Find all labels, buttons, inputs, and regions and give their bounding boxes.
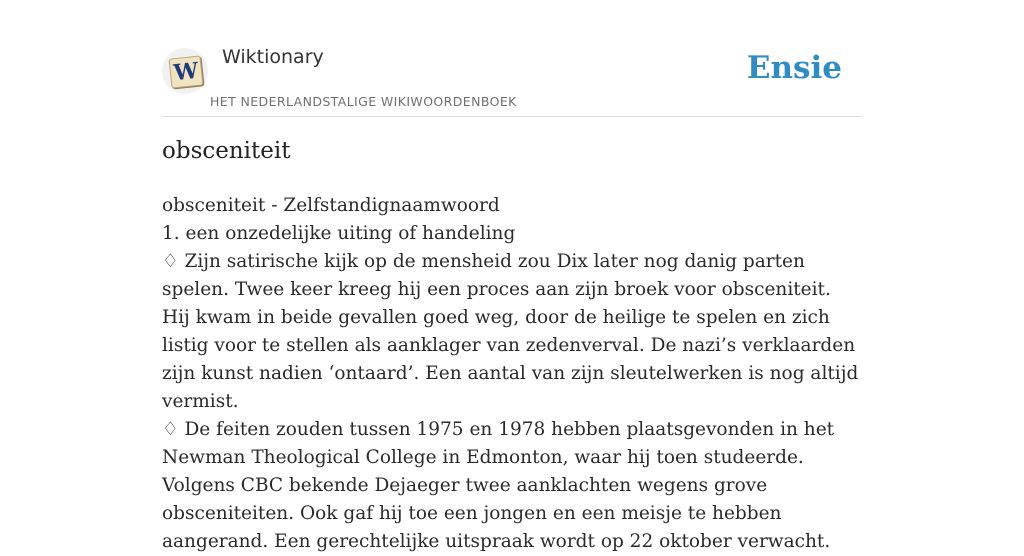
site-header xyxy=(162,40,862,117)
example-sentence: ♢ De feiten zouden tussen 1975 en 1978 hebben plaatsgevonden in het Newman Theological College in Edmonton, waar hij toen studeerde. Volgens CBC bekende Dejaeger twee aanklachten wegens grove obsceniteiten. Ook gaf hij toe een jongen en een meisje te hebben aangerand. Een gerechtelijke uitspraak wordt op 22 oktober verwacht. xyxy=(162,419,835,552)
definition: 1. een onzedelijke uiting of handeling xyxy=(162,223,516,244)
site-name[interactable]: Wiktionary xyxy=(222,46,324,68)
ensie-brand-link[interactable]: Ensie xyxy=(746,50,842,86)
page-title: obsceniteit xyxy=(162,138,291,164)
wiktionary-logo-icon[interactable] xyxy=(162,48,208,94)
site-subtitle: HET NEDERLANDSTALIGE WIKIWOORDENBOEK xyxy=(210,94,517,109)
part-of-speech-line: obsceniteit - Zelfstandignaamwoord xyxy=(162,195,500,216)
entry-content xyxy=(162,192,862,556)
logo-tile: W xyxy=(169,55,204,88)
example-sentence: ♢ Zijn satirische kijk op de mensheid zou Dix later nog danig parten spelen. Twee keer kreeg hij een proces aan zijn broek voor obsceniteit. Hij kwam in beide gevallen goed weg, door de heilige te spelen en zich listig voor te stellen als aanklager van zedenverval. De nazi’s verklaarden zijn kunst nadien ‘ontaard’. Een aantal van zijn sleutelwerken is nog altijd vermist. xyxy=(162,251,859,412)
